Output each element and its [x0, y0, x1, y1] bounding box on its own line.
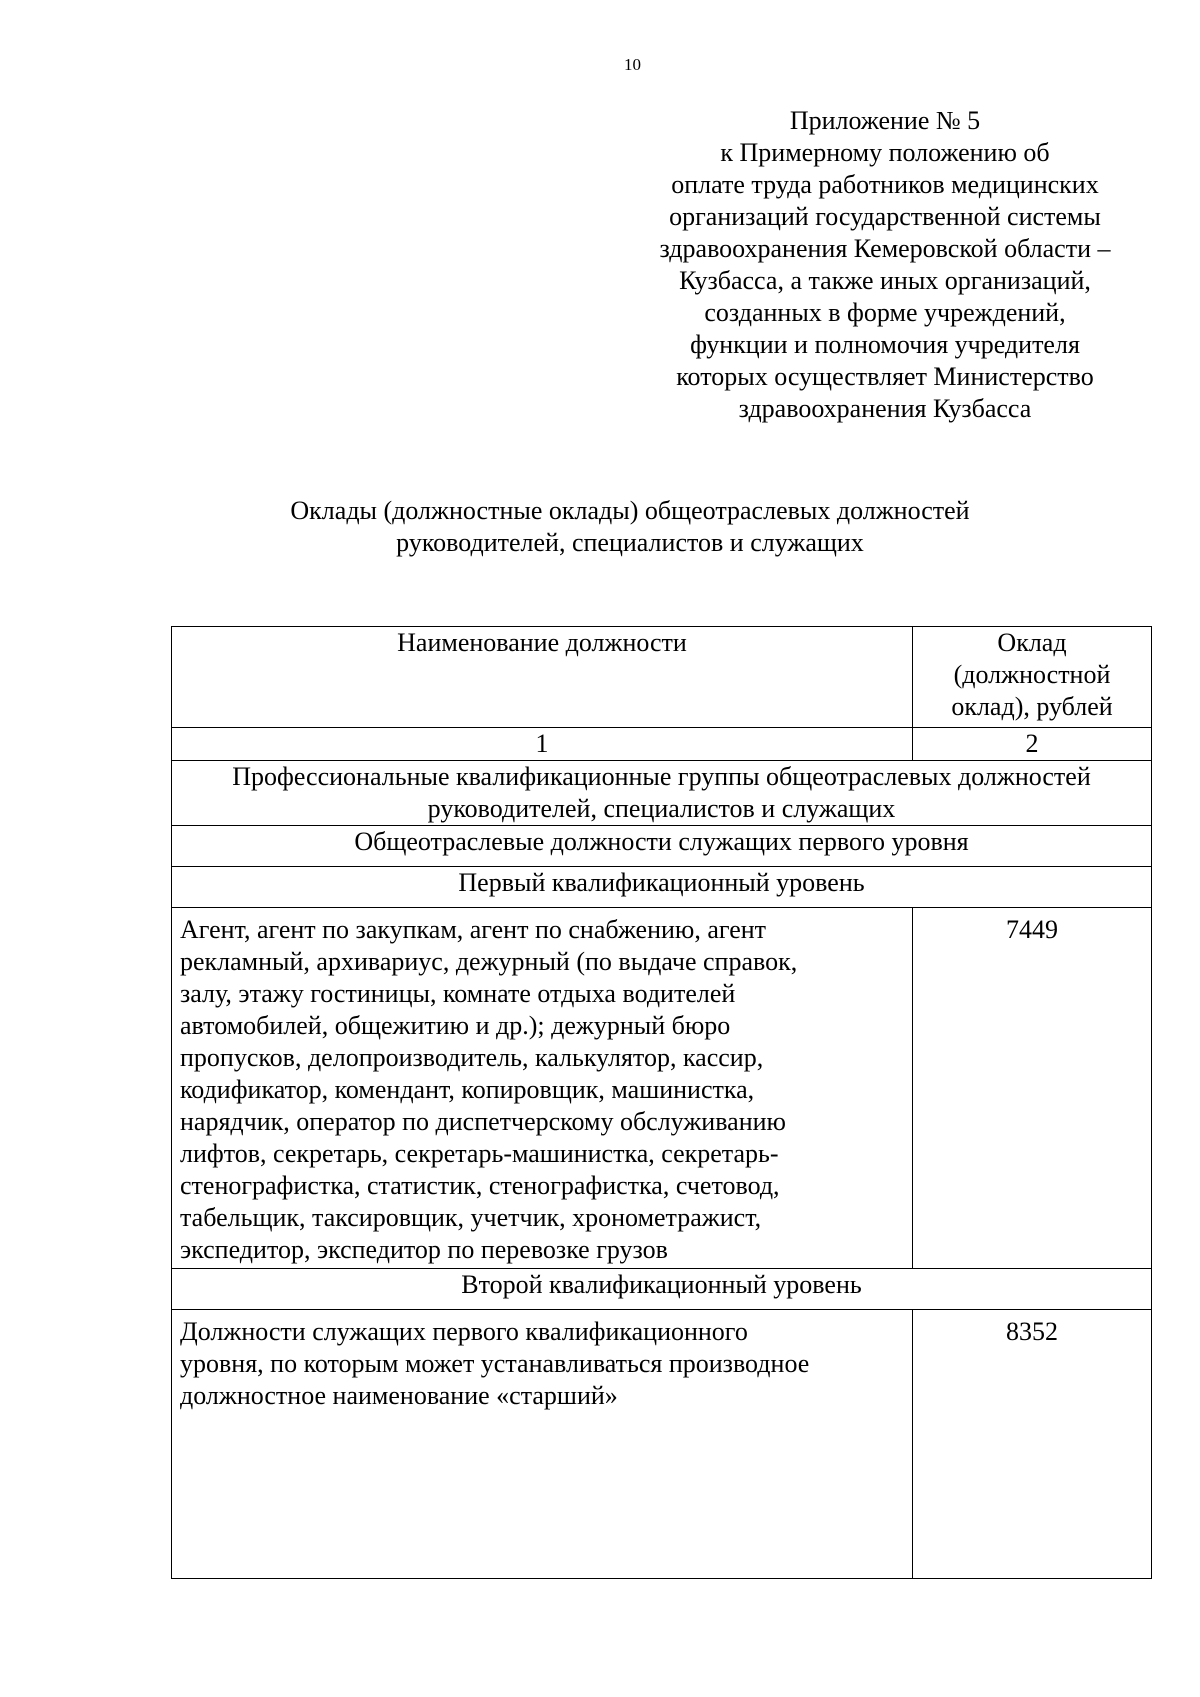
description-line: должностное наименование «старший»: [180, 1381, 618, 1410]
description-line: Агент, агент по закупкам, агент по снабжению, агент: [180, 915, 767, 944]
group-title-line: руководителей, специалистов и служащих: [427, 794, 896, 823]
appendix-line: которых осуществляет Министерство: [676, 362, 1094, 391]
page-number: 10: [624, 55, 641, 74]
appendix-header: [620, 105, 1150, 425]
level-row: [172, 1269, 1152, 1310]
salary-value: 7449: [913, 908, 1152, 1269]
table-header-row: [172, 627, 1152, 728]
description-line: лифтов, секретарь, секретарь-машинистка, секретарь-: [180, 1139, 779, 1168]
group-title-line: Профессиональные квалификационные группы общеотраслевых должностей: [232, 762, 1091, 791]
table-row: [172, 1310, 1152, 1579]
level-row: [172, 867, 1152, 908]
position-description: [172, 908, 913, 1269]
column-number: 2: [913, 728, 1152, 761]
appendix-line: функции и полномочия учредителя: [690, 330, 1080, 359]
appendix-line: к Примерному положению об: [720, 138, 1050, 167]
description-line: залу, этажу гостиницы, комнате отдыха водителей: [180, 979, 736, 1008]
header-salary-line: Оклад: [997, 628, 1067, 657]
description-line: пропусков, делопроизводитель, калькулятор, кассир,: [180, 1043, 764, 1072]
level-title: Второй квалификационный уровень: [172, 1269, 1152, 1310]
description-line: экспедитор, экспедитор по перевозке грузов: [180, 1235, 668, 1264]
level-title: Первый квалификационный уровень: [172, 867, 1152, 908]
description-line: уровня, по которым может устанавливаться производное: [180, 1349, 810, 1378]
subgroup-row: [172, 826, 1152, 867]
description-line: рекламный, архивариус, дежурный (по выдаче справок,: [180, 947, 798, 976]
description-line: автомобилей, общежитию и др.); дежурный бюро: [180, 1011, 731, 1040]
appendix-line: организаций государственной системы: [669, 202, 1101, 231]
salary-value: 8352: [913, 1310, 1152, 1579]
group-title: [172, 761, 1152, 826]
description-line: Должности служащих первого квалификационного: [180, 1317, 748, 1346]
header-salary-line: (должностной: [953, 660, 1111, 689]
column-number: 1: [172, 728, 913, 761]
header-position-name: Наименование должности: [172, 627, 913, 728]
appendix-line: здравоохранения Кузбасса: [738, 394, 1032, 423]
appendix-line: здравоохранения Кемеровской области –: [659, 234, 1111, 263]
column-number-row: [172, 728, 1152, 761]
header-salary: [913, 627, 1152, 728]
subgroup-title: Общеотраслевые должности служащих первого уровня: [172, 826, 1152, 867]
description-line: нарядчик, оператор по диспетчерскому обслуживанию: [180, 1107, 786, 1136]
description-line: табельщик, таксировщик, учетчик, хронометражист,: [180, 1203, 762, 1232]
header-salary-line: оклад), рублей: [951, 692, 1113, 721]
description-line: стенографистка, статистик, стенографистка, счетовод,: [180, 1171, 780, 1200]
table-row: [172, 908, 1152, 1269]
appendix-line: оплате труда работников медицинских: [671, 170, 1099, 199]
salary-table: [171, 626, 1152, 1579]
appendix-line: созданных в форме учреждений,: [704, 298, 1066, 327]
appendix-line: Приложение № 5: [789, 106, 981, 135]
document-title: [170, 495, 1090, 559]
position-description: [172, 1310, 913, 1579]
description-line: кодификатор, комендант, копировщик, машинистка,: [180, 1075, 755, 1104]
group-row: [172, 761, 1152, 826]
title-line: Оклады (должностные оклады) общеотраслевых должностей: [290, 496, 970, 525]
title-line: руководителей, специалистов и служащих: [396, 528, 864, 557]
appendix-line: Кузбасса, а также иных организаций,: [679, 266, 1091, 295]
